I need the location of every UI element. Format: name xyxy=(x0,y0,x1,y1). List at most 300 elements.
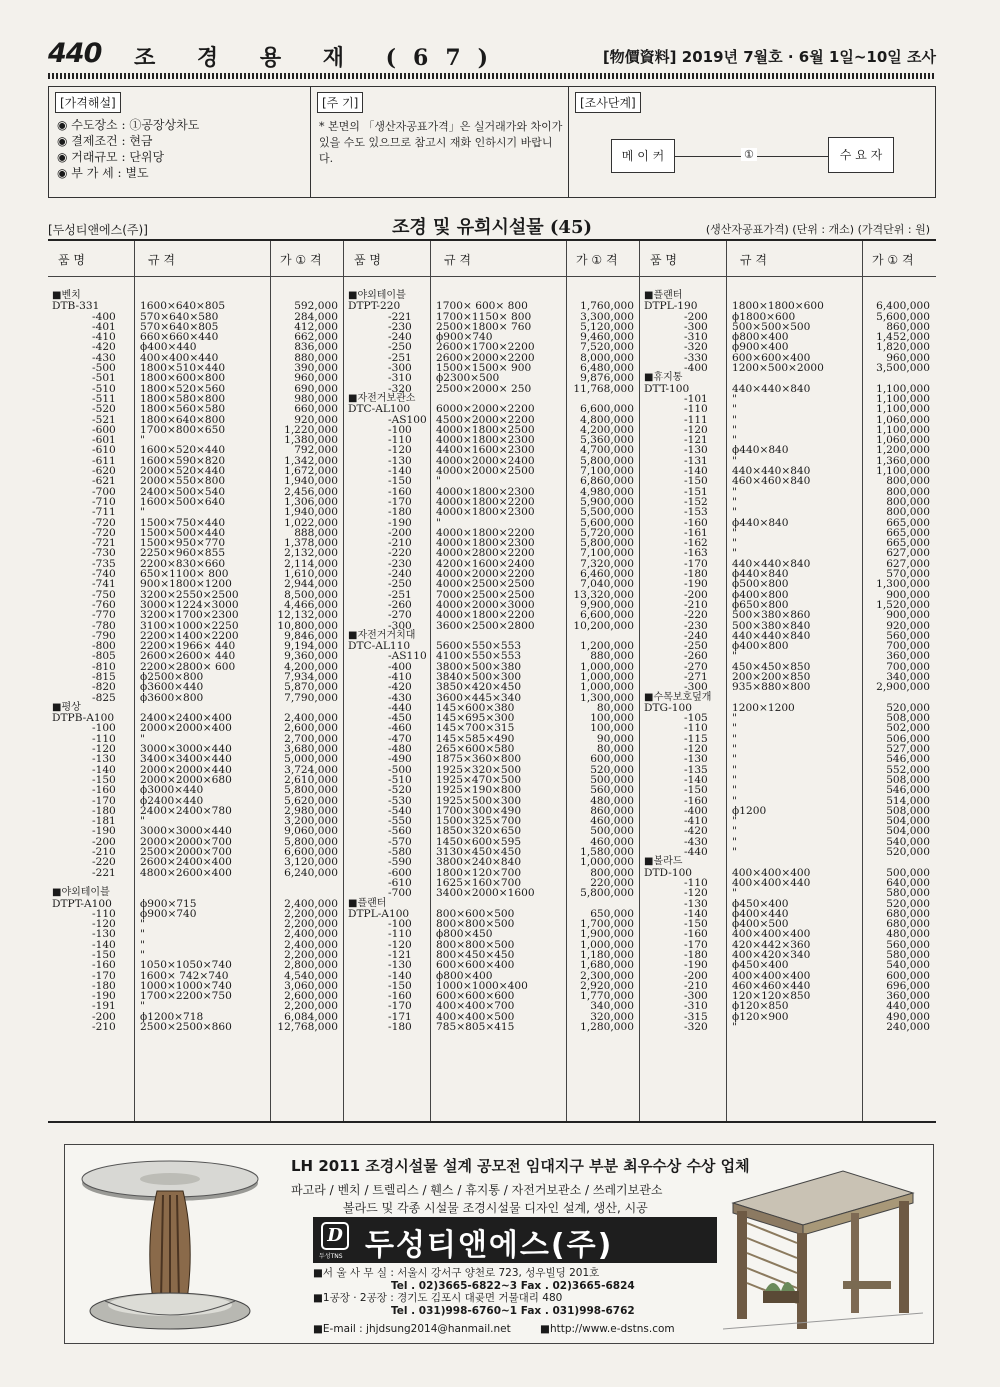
price-cell: 340,000 xyxy=(590,1000,634,1013)
spec-cell: " xyxy=(732,722,737,735)
price-cell: 5,870,000 xyxy=(284,681,338,694)
price-cell: 2,980,000 xyxy=(284,804,338,817)
price-cell: 7,100,000 xyxy=(580,547,634,560)
spec-cell: 1925×470×500 xyxy=(436,773,522,786)
header-price: 가 ① 격 xyxy=(872,253,914,267)
header-name: 품 명 xyxy=(354,253,381,267)
price-cell: 10,200,000 xyxy=(573,619,634,632)
price-cell: 4,200,000 xyxy=(284,660,338,673)
model-number: -200 xyxy=(684,969,708,982)
model-number: -480 xyxy=(388,743,412,756)
model-number: -180 xyxy=(388,506,412,519)
model-number: -105 xyxy=(684,712,708,725)
supplier-name: [두성티앤에스(주)] xyxy=(48,223,148,237)
model-number: -320 xyxy=(684,1021,708,1034)
ad-headline: LH 2011 조경시설물 설계 공모전 임대지구 부분 최우수상 수상 업체 xyxy=(291,1157,750,1175)
spec-cell: 4000×2500×2500 xyxy=(436,578,535,591)
model-number: -410 xyxy=(388,670,412,683)
header-name: 품 명 xyxy=(650,253,677,267)
price-cell: 6,400,000 xyxy=(876,300,930,313)
price-cell: 2,132,000 xyxy=(284,547,338,560)
price-cell: 1,520,000 xyxy=(876,598,930,611)
website-url: ■http://www.e-dstns.com xyxy=(540,1323,675,1335)
price-cell: 390,000 xyxy=(294,362,338,375)
spec-cell: 800×600×500 xyxy=(436,907,515,920)
price-cell: 284,000 xyxy=(294,310,338,323)
price-cell: 600,000 xyxy=(886,969,930,982)
spec-cell: 1925×500×300 xyxy=(436,794,522,807)
spec-cell: ϕ900×740 xyxy=(140,907,197,920)
model-number: -700 xyxy=(388,887,412,900)
spec-cell: " xyxy=(140,506,145,519)
spec-cell: 440×440×840 xyxy=(732,557,811,570)
spec-cell: 2200×1400×2200 xyxy=(140,629,239,642)
model-number: -190 xyxy=(92,825,116,838)
spec-cell: 3800×240×840 xyxy=(436,856,522,869)
price-cell: 5,800,000 xyxy=(580,887,634,900)
price-cell: 8,000,000 xyxy=(580,351,634,364)
price-cell: 5,500,000 xyxy=(580,506,634,519)
category-label: ■플랜터 xyxy=(348,897,387,909)
price-cell: 2,900,000 xyxy=(876,681,930,694)
model-number: -430 xyxy=(388,691,412,704)
price-cell: 5,360,000 xyxy=(580,434,634,447)
model-number: -150 xyxy=(92,773,116,786)
model-number: -170 xyxy=(92,969,116,982)
spec-cell: 2000×520×440 xyxy=(140,465,226,478)
spec-cell: 1800×120×700 xyxy=(436,866,522,879)
price-cell: 1,300,000 xyxy=(876,578,930,591)
model-number: -500 xyxy=(92,362,116,375)
spec-cell: " xyxy=(436,516,441,529)
spec-cell: 4000×2800×2200 xyxy=(436,547,535,560)
spec-cell: 785×805×415 xyxy=(436,1021,515,1034)
price-cell: 3,680,000 xyxy=(284,743,338,756)
survey-note: [物價資料] 2019년 7월호 · 6월 1일~10일 조사 xyxy=(602,48,936,66)
model-number: -110 xyxy=(388,928,412,941)
buyer-box: 수 요 자 xyxy=(828,137,894,173)
table-row xyxy=(640,610,936,620)
price-cell: 480,000 xyxy=(886,928,930,941)
price-cell: 627,000 xyxy=(886,557,930,570)
spec-cell: 2000×2000×400 xyxy=(140,722,232,735)
spec-cell: 2400×2400×780 xyxy=(140,804,232,817)
price-cell: 480,000 xyxy=(590,794,634,807)
price-cell: 2,700,000 xyxy=(284,732,338,745)
model-number: -161 xyxy=(684,526,708,539)
table-header xyxy=(640,241,936,277)
model-number: -810 xyxy=(92,660,116,673)
model-number: -611 xyxy=(92,454,116,467)
model-number: -420 xyxy=(388,681,412,694)
spec-cell: 450×450×850 xyxy=(732,660,811,673)
spec-cell: " xyxy=(140,815,145,828)
spec-cell: 145×695×300 xyxy=(436,712,515,725)
model-number: -710 xyxy=(92,495,116,508)
price-cell: 3,200,000 xyxy=(284,815,338,828)
model-number: -221 xyxy=(388,310,412,323)
web-contact xyxy=(313,1323,701,1335)
spec-cell: ϕ450×400 xyxy=(732,959,789,972)
seoul-office: ■서 울 사 무 실 : 서울시 강서구 양천로 723, 성우빌딩 201호 xyxy=(313,1267,600,1279)
email-address: ■E-mail : jhjdsung2014@hanmail.net xyxy=(313,1323,511,1335)
table-body xyxy=(48,291,344,1032)
price-cell: 240,000 xyxy=(886,1021,930,1034)
spec-cell: 3100×1000×2250 xyxy=(140,619,239,632)
price-cell: 508,000 xyxy=(886,804,930,817)
model-number: -110 xyxy=(92,907,116,920)
model-number: -500 xyxy=(388,763,412,776)
price-cell: 9,846,000 xyxy=(284,629,338,642)
model-number: -230 xyxy=(388,320,412,333)
model-number: -320 xyxy=(684,341,708,354)
model-number: -530 xyxy=(388,794,412,807)
company-logo-caption: 두성TNS xyxy=(319,1253,343,1260)
model-number: -460 xyxy=(388,722,412,735)
price-cell: 6,860,000 xyxy=(580,475,634,488)
header-spec: 규 격 xyxy=(148,253,175,267)
model-number: DTPT-220 xyxy=(348,300,401,313)
model-number: -110 xyxy=(684,876,708,889)
spec-cell: 440×440×840 xyxy=(732,465,811,478)
spec-cell: ϕ400×440 xyxy=(732,907,789,920)
price-cell: 860,000 xyxy=(590,804,634,817)
model-number: -620 xyxy=(92,465,116,478)
price-cell: 506,000 xyxy=(886,732,930,745)
table-header xyxy=(48,241,344,277)
spec-cell: " xyxy=(732,794,737,807)
category-label: ■휴지통 xyxy=(644,372,683,384)
spec-cell: ϕ440×840 xyxy=(732,568,789,581)
section-title: 조경 및 유희시설물 (45) xyxy=(392,217,592,238)
model-number: DTT-100 xyxy=(644,382,690,395)
spec-cell: 3600×445×340 xyxy=(436,691,522,704)
spec-cell: 1925×320×500 xyxy=(436,763,522,776)
model-number: -730 xyxy=(92,547,116,560)
model-number: -111 xyxy=(684,413,708,426)
spec-cell: 1600×520×440 xyxy=(140,444,226,457)
model-number: -440 xyxy=(388,701,412,714)
spec-cell: " xyxy=(732,547,737,560)
header-name: 품 명 xyxy=(58,253,85,267)
spec-cell: 500×380×860 xyxy=(732,609,811,622)
price-cell: 1,306,000 xyxy=(284,495,338,508)
spec-cell: 800×800×500 xyxy=(436,938,515,951)
model-number: DTPL-190 xyxy=(644,300,698,313)
model-number: -190 xyxy=(92,990,116,1003)
spec-cell: 1450×600×595 xyxy=(436,835,522,848)
spec-cell: 570×640×805 xyxy=(140,320,219,333)
price-cell: 7,320,000 xyxy=(580,557,634,570)
spec-cell: " xyxy=(140,1000,145,1013)
model-number: -720 xyxy=(92,526,116,539)
model-number: -135 xyxy=(684,763,708,776)
price-cell: 5,720,000 xyxy=(580,526,634,539)
table-body xyxy=(344,291,640,1032)
price-cell: 650,000 xyxy=(590,907,634,920)
price-cell: 1,000,000 xyxy=(580,660,634,673)
spec-cell: 3130×450×450 xyxy=(436,846,522,859)
model-number: -560 xyxy=(388,825,412,838)
price-cell: 960,000 xyxy=(294,372,338,385)
spec-cell: 800×800×500 xyxy=(436,918,515,931)
price-cell: 2,200,000 xyxy=(284,907,338,920)
spec-cell: 2200×2800× 600 xyxy=(140,660,236,673)
price-cell: 2,200,000 xyxy=(284,1000,338,1013)
spec-cell: 400×400×440 xyxy=(140,351,219,364)
spec-cell: 4000×2000×2200 xyxy=(436,568,535,581)
price-cell: 90,000 xyxy=(596,732,634,745)
spec-cell: ϕ800×450 xyxy=(436,928,493,941)
model-number: -140 xyxy=(684,465,708,478)
model-number: -700 xyxy=(92,485,116,498)
spec-cell: 400×400×400 xyxy=(732,866,811,879)
price-cell: 508,000 xyxy=(886,712,930,725)
price-cell: 1,100,000 xyxy=(876,465,930,478)
category-label: ■수목보호덮개 xyxy=(644,691,712,703)
spec-cell: 265×600×580 xyxy=(436,743,515,756)
price-cell: 960,000 xyxy=(886,351,930,364)
spec-cell: " xyxy=(732,732,737,745)
model-number: -180 xyxy=(92,804,116,817)
spec-cell: " xyxy=(732,485,737,498)
model-number: -200 xyxy=(684,310,708,323)
model-number: -820 xyxy=(92,681,116,694)
spec-cell: 1500×750×440 xyxy=(140,516,226,529)
spec-cell: 2000×550×800 xyxy=(140,475,226,488)
spec-cell: 1500×325×700 xyxy=(436,815,522,828)
spec-cell: 660×660×440 xyxy=(140,331,219,344)
spec-cell: 2250×960×855 xyxy=(140,547,226,560)
spec-cell: " xyxy=(140,434,145,447)
spec-cell: " xyxy=(732,835,737,848)
price-cell: 502,000 xyxy=(886,722,930,735)
price-cell: 7,934,000 xyxy=(284,670,338,683)
model-number: -200 xyxy=(92,835,116,848)
model-number: -120 xyxy=(684,743,708,756)
price-cell: 5,600,000 xyxy=(580,516,634,529)
spec-cell: 1600×640×805 xyxy=(140,300,226,313)
spec-cell: 3600×2500×2800 xyxy=(436,619,535,632)
spec-cell: 145×585×490 xyxy=(436,732,515,745)
spec-cell: 440×440×840 xyxy=(732,629,811,642)
model-number: -720 xyxy=(92,516,116,529)
spec-cell: 1700× 600× 800 xyxy=(436,300,528,313)
price-cell: 1,580,000 xyxy=(580,846,634,859)
model-number: -400 xyxy=(92,310,116,323)
model-number: -600 xyxy=(92,423,116,436)
header-spec: 규 격 xyxy=(444,253,471,267)
spec-cell: 440×440×840 xyxy=(732,382,811,395)
model-number: -190 xyxy=(684,578,708,591)
model-number: -181 xyxy=(92,815,116,828)
spec-cell: 1050×1050×740 xyxy=(140,959,232,972)
spec-cell: ϕ800×400 xyxy=(436,969,493,982)
model-number: -420 xyxy=(684,825,708,838)
price-cell: 460,000 xyxy=(590,835,634,848)
price-cell: 665,000 xyxy=(886,526,930,539)
price-cell: 2,400,000 xyxy=(284,938,338,951)
price-cell: 570,000 xyxy=(886,568,930,581)
category-label: ■야외테이블 xyxy=(52,887,110,899)
table-column-1 xyxy=(48,241,344,1121)
price-cell: 220,000 xyxy=(590,876,634,889)
spec-cell: " xyxy=(732,392,737,405)
price-cell: 500,000 xyxy=(590,773,634,786)
spec-cell: 420×442×360 xyxy=(732,938,811,951)
price-cell: 100,000 xyxy=(590,722,634,735)
model-number: -600 xyxy=(388,866,412,879)
price-cell: 2,400,000 xyxy=(284,928,338,941)
spec-cell: " xyxy=(732,423,737,436)
model-number: -200 xyxy=(388,526,412,539)
page-header xyxy=(48,38,936,72)
spec-cell: ϕ900×740 xyxy=(436,331,493,344)
price-cell: 700,000 xyxy=(886,640,930,653)
price-cell: 6,240,000 xyxy=(284,866,338,879)
model-number: -430 xyxy=(92,351,116,364)
price-cell: 7,100,000 xyxy=(580,465,634,478)
model-number: -160 xyxy=(92,959,116,972)
model-number: -170 xyxy=(92,794,116,807)
price-cell: 2,944,000 xyxy=(284,578,338,591)
spec-cell: 400×400×400 xyxy=(732,969,811,982)
price-cell: 800,000 xyxy=(590,866,634,879)
model-number: -150 xyxy=(92,949,116,961)
price-cell: 627,000 xyxy=(886,547,930,560)
price-cell: 1,940,000 xyxy=(284,475,338,488)
price-cell: 560,000 xyxy=(886,938,930,951)
model-number: -300 xyxy=(684,681,708,694)
model-number: -520 xyxy=(92,403,116,416)
model-number: -400 xyxy=(684,362,708,375)
table-body xyxy=(640,291,936,1032)
price-cell: 440,000 xyxy=(886,1000,930,1013)
model-number: -800 xyxy=(92,640,116,653)
table-row xyxy=(344,785,640,795)
table-row xyxy=(344,507,640,517)
spec-cell: " xyxy=(732,454,737,467)
spec-cell: " xyxy=(140,928,145,941)
model-number: DTPT-A100 xyxy=(52,897,112,910)
price-cell: 2,920,000 xyxy=(580,979,634,992)
model-number: -300 xyxy=(388,362,412,375)
model-number: -580 xyxy=(388,846,412,859)
spec-cell: 2200×1966× 440 xyxy=(140,640,236,653)
price-cell: 5,900,000 xyxy=(580,495,634,508)
model-number: -300 xyxy=(684,320,708,333)
model-number: -130 xyxy=(388,959,412,972)
price-cell: 504,000 xyxy=(886,815,930,828)
spec-cell: 4000×1800×2200 xyxy=(436,495,535,508)
price-cell: 1,000,000 xyxy=(580,856,634,869)
model-number: -315 xyxy=(684,1010,708,1023)
price-cell: 4,466,000 xyxy=(284,598,338,611)
price-cell: 800,000 xyxy=(886,475,930,488)
model-number: -250 xyxy=(388,578,412,591)
price-cell: 2,600,000 xyxy=(284,990,338,1003)
model-number: -400 xyxy=(684,804,708,817)
spec-cell: 2400×2400×400 xyxy=(140,712,232,725)
model-number: -805 xyxy=(92,650,116,663)
model-number: -140 xyxy=(388,969,412,982)
price-cell: 80,000 xyxy=(596,743,634,756)
spec-cell: ϕ120×850 xyxy=(732,1000,789,1013)
model-number: -271 xyxy=(684,670,708,683)
spec-cell: 4000×1800×2200 xyxy=(436,609,535,622)
price-cell: 1,820,000 xyxy=(876,341,930,354)
model-number: -401 xyxy=(92,320,116,333)
model-number: -160 xyxy=(684,516,708,529)
category-label: ■야외테이블 xyxy=(348,290,406,301)
spec-cell: 600×600×600 xyxy=(436,990,515,1003)
spec-cell: ϕ400×500 xyxy=(732,918,789,931)
model-number: -511 xyxy=(92,392,116,405)
model-number: -130 xyxy=(388,454,412,467)
price-cell: 1,380,000 xyxy=(284,434,338,447)
price-cell: 12,132,000 xyxy=(277,609,338,622)
price-cell: 508,000 xyxy=(886,773,930,786)
spec-cell: 7000×2500×2500 xyxy=(436,588,535,601)
spec-cell: " xyxy=(732,495,737,508)
model-number: -140 xyxy=(388,465,412,478)
model-number: -200 xyxy=(92,1010,116,1023)
header-price: 가 ① 격 xyxy=(576,253,618,267)
price-cell: 1,680,000 xyxy=(580,959,634,972)
price-item: ◉ 거래규모 : 단위당 xyxy=(57,150,165,164)
spec-cell: ϕ1200 xyxy=(732,804,767,817)
price-cell: 5,800,000 xyxy=(580,537,634,550)
table-row xyxy=(48,1022,344,1032)
model-number: -110 xyxy=(388,434,412,447)
model-number: -121 xyxy=(684,434,708,447)
price-cell: 1,700,000 xyxy=(580,918,634,931)
price-cell: 2,456,000 xyxy=(284,485,338,498)
company-logo: D xyxy=(321,1222,349,1250)
spec-cell: " xyxy=(732,815,737,828)
model-number: -100 xyxy=(92,722,116,735)
spec-cell: 2600×2000×2200 xyxy=(436,351,535,364)
spec-cell: ϕ120×900 xyxy=(732,1010,789,1023)
price-cell: 340,000 xyxy=(886,670,930,683)
model-number: -570 xyxy=(388,835,412,848)
spec-cell: 4500×2000×2200 xyxy=(436,413,535,426)
price-item: ◉ 결제조건 : 현금 xyxy=(57,134,153,148)
price-cell: 514,000 xyxy=(886,794,930,807)
model-number: -120 xyxy=(684,887,708,900)
price-cell: 1,760,000 xyxy=(580,300,634,313)
category-label: ■플랜터 xyxy=(644,290,683,301)
model-number: -152 xyxy=(684,495,708,508)
model-number: -490 xyxy=(388,753,412,766)
price-cell: 800,000 xyxy=(886,495,930,508)
price-cell: 520,000 xyxy=(886,701,930,714)
price-cell: 520,000 xyxy=(886,846,930,859)
spec-cell: 2000×2000×700 xyxy=(140,835,232,848)
price-cell: 4,200,000 xyxy=(580,423,634,436)
price-cell: 1,000,000 xyxy=(580,938,634,951)
model-number: -400 xyxy=(388,660,412,673)
spec-cell: 400×400×700 xyxy=(436,1000,515,1013)
table-row xyxy=(344,1022,640,1032)
header-rule xyxy=(48,73,936,79)
spec-cell: 2500×2000× 250 xyxy=(436,382,532,395)
spec-cell: ϕ2300×500 xyxy=(436,372,500,385)
spec-cell: 1875×360×800 xyxy=(436,753,522,766)
model-number: -741 xyxy=(92,578,116,591)
price-cell: 540,000 xyxy=(886,959,930,972)
model-number: -110 xyxy=(92,732,116,745)
